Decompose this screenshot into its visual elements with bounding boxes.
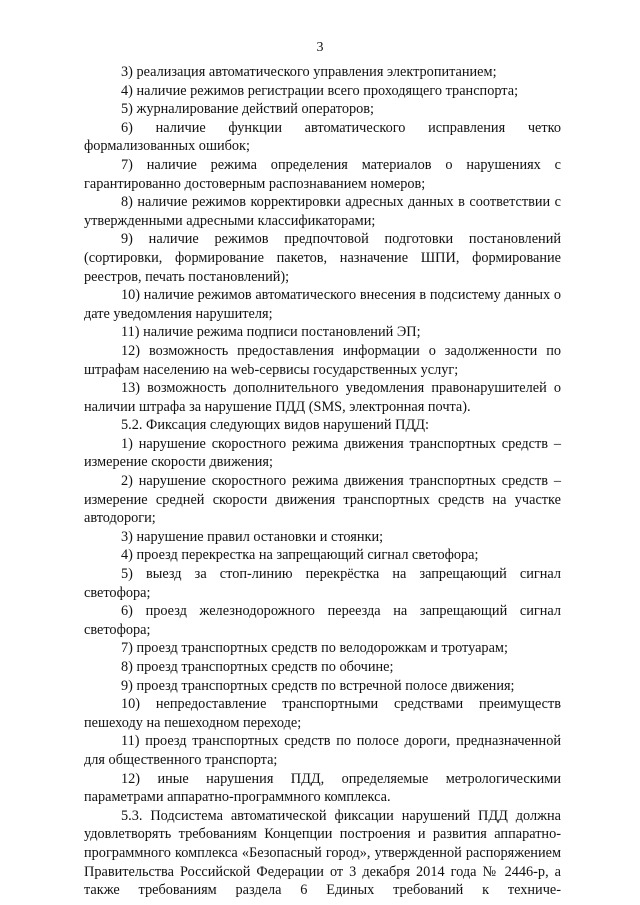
paragraph: 6) проезд железнодорожного переезда на запрещающий сигнал светофора;	[84, 603, 561, 638]
paragraph: 11) проезд транспортных средств по полосе дороги, предназначенной для общественного транспорта;	[84, 733, 561, 768]
paragraph: 7) наличие режима определения материалов о нарушениях с гарантированно достоверным распознаванием номеров;	[84, 156, 561, 192]
paragraph: 13) возможность дополнительного уведомления правонарушителей о наличии штрафа за нарушение ПДД (SMS, электронная почта).	[84, 380, 561, 415]
paragraph: 9) проезд транспортных средств по встречной полосе движения;	[121, 677, 515, 694]
paragraph: 8) проезд транспортных средств по обочине;	[121, 659, 394, 675]
paragraph: 7) проезд транспортных средств по велодорожкам и тротуарам;	[121, 640, 508, 657]
paragraph: 10) непредоставление транспортными средствами преимуществ пешеходу на пешеходном переходе;	[84, 696, 561, 731]
paragraph: 12) возможность предоставления информации о задолженности по штрафам населению на web-сервисы государственных услуг;	[84, 342, 561, 378]
paragraph: 10) наличие режимов автоматического внесения в подсистему данных о дате уведомления нарушителя;	[84, 287, 561, 322]
page-number: 3	[316, 40, 324, 55]
paragraph: 2) нарушение скоростного режима движения транспортных средств – измерение средней скорости движения транспортных средств на участке автодороги;	[84, 473, 561, 527]
paragraph: 5.2. Фиксация следующих видов нарушений ПДД:	[121, 417, 429, 434]
paragraph: 8) наличие режимов корректировки адресных данных в соответствии с утвержденными адресными классификаторами;	[84, 194, 561, 229]
paragraph: 12) иные нарушения ПДД, определяемые метрологическими параметрами аппаратно-программного комплекса.	[84, 770, 561, 806]
paragraph: 11) наличие режима подписи постановлений ЭП;	[121, 324, 421, 341]
paragraph: 3) нарушение правил остановки и стоянки;	[121, 528, 384, 545]
paragraph: 9) наличие режимов предпочтовой подготовки постановлений (сортировки, формирование пакетов, назначение ШПИ, формирование реестров, печать постановлений);	[84, 231, 561, 285]
paragraph: 5) журналирование действий операторов;	[121, 101, 374, 118]
paragraph: 5) выезд за стоп-линию перекрёстка на запрещающий сигнал светофора;	[84, 566, 561, 601]
paragraph: 1) нарушение скоростного режима движения транспортных средств – измерение скорости движения;	[84, 435, 561, 471]
document-body	[84, 63, 561, 900]
paragraph: 5.3. Подсистема автоматической фиксации нарушений ПДД должна удовлетворять требованиям Концепции построения и развития аппаратно-программного комплекса «Безопасный город», утвержденной распоряжением Правительства Российской Федерации от 3 декабря 2014 года № 2446-р, а также требованиям раздела 6 Единых требований к техниче-	[84, 807, 561, 899]
paragraph: 4) проезд перекрестка на запрещающий сигнал светофора;	[121, 547, 479, 564]
paragraph: 6) наличие функции автоматического исправления четко формализованных ошибок;	[84, 119, 561, 155]
paragraph: 4) наличие режимов регистрации всего проходящего транспорта;	[121, 82, 519, 99]
paragraph: 3) реализация автоматического управления электропитанием;	[121, 64, 497, 80]
